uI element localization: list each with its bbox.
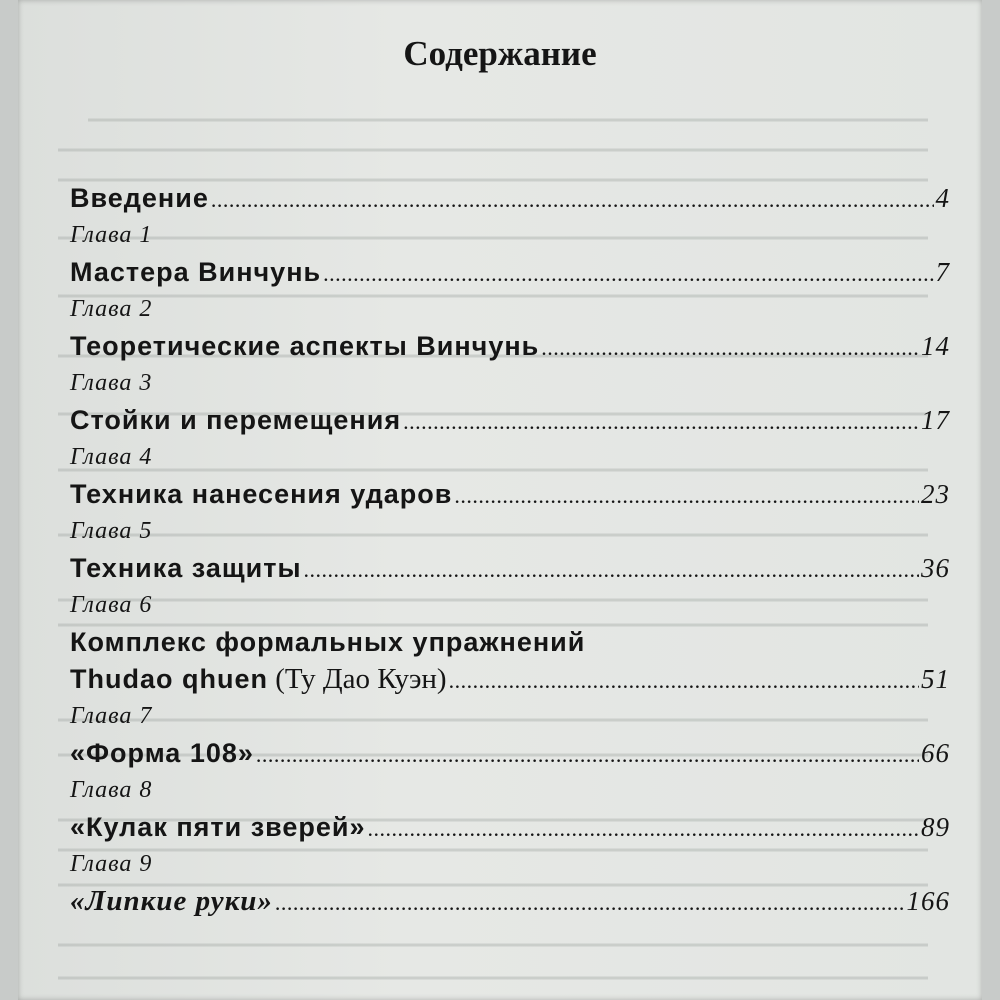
transliteration: (Ту Дао Куэн): [267, 663, 447, 695]
dot-leader: [368, 810, 919, 847]
chapter-label: Глава 4: [70, 444, 153, 470]
toc-entry-chapter-4[interactable]: [70, 476, 950, 513]
toc-entry-chapter-8[interactable]: [70, 809, 950, 846]
dot-leader: [275, 884, 905, 921]
chapter-label: Глава 1: [70, 222, 153, 248]
toc-page-number: 7: [935, 257, 950, 287]
toc-entry-chapter-7[interactable]: [70, 735, 950, 772]
toc-page-number: 36: [921, 553, 950, 583]
chapter-label: Глава 9: [70, 851, 153, 877]
dot-leader: [304, 551, 919, 588]
dot-leader: [211, 181, 934, 218]
toc-entry-chapter-5[interactable]: [70, 550, 950, 587]
toc-page-number: 17: [921, 405, 950, 435]
dot-leader: [454, 477, 919, 514]
toc-page-number: 166: [906, 886, 950, 916]
toc-entry-title: Стойки и перемещения: [70, 405, 402, 435]
toc-entry-title: Мастера Винчунь: [70, 257, 322, 287]
toc-entry-title: «Липкие руки»: [70, 885, 273, 917]
toc-page-number: 66: [921, 738, 950, 768]
page-title: Содержание: [403, 34, 597, 73]
dot-leader: [449, 662, 919, 699]
book-page: [18, 0, 982, 1000]
toc-entry-title: «Кулак пяти зверей»: [70, 812, 366, 842]
toc-entry-chapter-1[interactable]: [70, 254, 950, 291]
toc-page-number: 51: [921, 664, 950, 694]
toc-page-number: 23: [921, 479, 950, 509]
toc-entry-title: Техника нанесения ударов: [70, 479, 453, 509]
toc-page-number: 14: [921, 331, 950, 361]
toc-entry-title: «Форма 108»: [70, 738, 254, 768]
toc-entry-chapter-3[interactable]: [70, 402, 950, 439]
dot-leader: [541, 329, 919, 366]
toc-entry-title: Введение: [70, 183, 209, 213]
chapter-label: Глава 5: [70, 518, 153, 544]
toc-entry-introduction[interactable]: [70, 180, 950, 217]
dot-leader: [323, 255, 933, 292]
latin-title: Thudao qhuen: [70, 664, 268, 694]
chapter-label: Глава 2: [70, 296, 153, 322]
toc-page-number: 4: [935, 183, 950, 213]
toc-entry-chapter-6[interactable]: [70, 624, 950, 661]
dot-leader: [403, 403, 919, 440]
chapter-label: Глава 3: [70, 370, 153, 396]
toc-entry-title-line2: [70, 661, 447, 698]
toc-entry-chapter-9[interactable]: [70, 883, 950, 920]
toc-entry-chapter-6-continued[interactable]: [70, 661, 950, 698]
toc-entry-chapter-2[interactable]: [70, 328, 950, 365]
toc-page-number: 89: [921, 812, 950, 842]
table-of-contents: [70, 180, 950, 920]
chapter-label: Глава 7: [70, 703, 153, 729]
chapter-label: Глава 8: [70, 777, 153, 803]
toc-entry-title: Комплекс формальных упражнений: [70, 627, 586, 657]
toc-entry-title: Теоретические аспекты Винчунь: [70, 331, 540, 361]
toc-entry-title: Техника защиты: [70, 553, 302, 583]
dot-leader: [256, 736, 919, 773]
chapter-label: Глава 6: [70, 592, 153, 618]
